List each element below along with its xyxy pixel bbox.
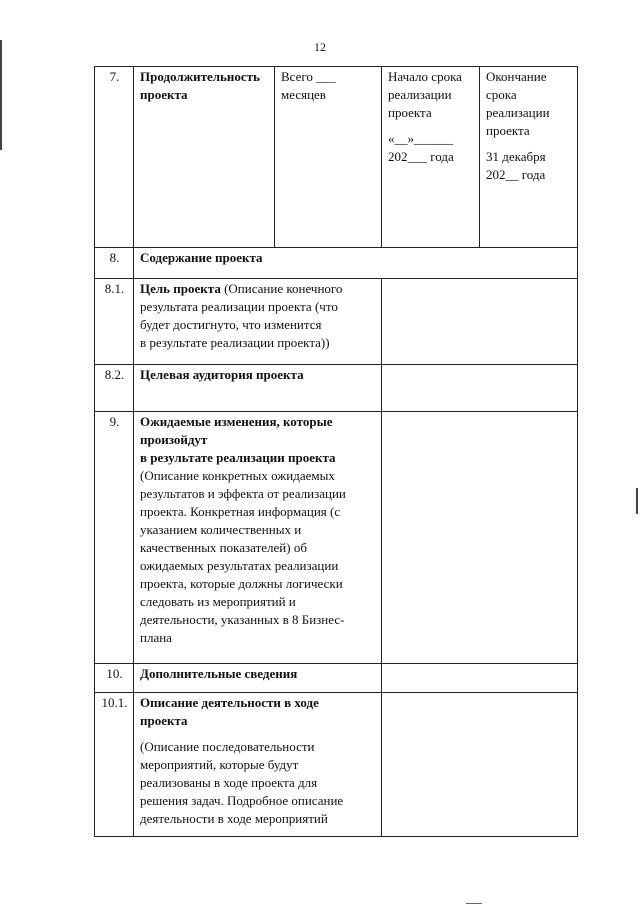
- row-8: [95, 248, 578, 279]
- row-number: 8.1.: [95, 279, 134, 365]
- row-7: [95, 67, 578, 248]
- end-date: 31 декабря: [486, 149, 546, 164]
- row-title: Содержание проекта: [134, 248, 578, 279]
- row-title: Продолжительность проекта: [134, 67, 275, 248]
- answer-cell: [382, 664, 578, 693]
- left-edge-mark: [0, 40, 2, 150]
- bottom-mark: [466, 903, 482, 904]
- project-form-table: [94, 66, 578, 837]
- row-description: Ожидаемые изменения, которые произойдут в результате реализации проекта (Описание конкретных ожидаемых результатов и эффекта от реализации проекта. Конкретная информация (с указанием количественных и качественных показателей) об ожидаемых результатах реализации проекта, которые должны логически следовать из мероприятий и деятельности, указанных в 8 Бизнес- плана: [134, 412, 382, 664]
- end-year: 202__ года: [486, 167, 546, 182]
- end-cell: Окончание срока реализации проекта 31 декабря 202__ года: [480, 67, 578, 248]
- row-number: 8.2.: [95, 365, 134, 412]
- row-number: 7.: [95, 67, 134, 248]
- right-edge-mark: [636, 488, 638, 514]
- row-title: Дополнительные сведения: [134, 664, 382, 693]
- answer-cell: [382, 365, 578, 412]
- duration-unit: месяцев: [281, 87, 326, 102]
- row-number: 8.: [95, 248, 134, 279]
- duration-total: Всего ___: [281, 69, 336, 84]
- start-cell: Начало срока реализации проекта «__»______ 202___ года: [382, 67, 480, 248]
- answer-cell: [382, 693, 578, 837]
- row-9: [95, 412, 578, 664]
- row-number: 10.1.: [95, 693, 134, 837]
- row-number: 9.: [95, 412, 134, 664]
- row-10-1: [95, 693, 578, 837]
- row-8-2: [95, 365, 578, 412]
- row-description: Цель проекта (Описание конечного результата реализации проекта (что будет достигнуто, что изменится в результате реализации проекта)): [134, 279, 382, 365]
- start-date: «__»______: [388, 131, 453, 146]
- page-number: 12: [314, 40, 326, 54]
- row-description: Описание деятельности в ходе проекта (Описание последовательности мероприятий, которые будут реализованы в ходе проекта для решения задач. Подробное описание деятельности в ходе мероприятий: [134, 693, 382, 837]
- row-8-1: [95, 279, 578, 365]
- answer-cell: [382, 412, 578, 664]
- answer-cell: [382, 279, 578, 365]
- row-number: 10.: [95, 664, 134, 693]
- row-title: Целевая аудитория проекта: [134, 365, 382, 412]
- start-year: 202___ года: [388, 149, 454, 164]
- row-10: [95, 664, 578, 693]
- duration-cell: [275, 67, 382, 248]
